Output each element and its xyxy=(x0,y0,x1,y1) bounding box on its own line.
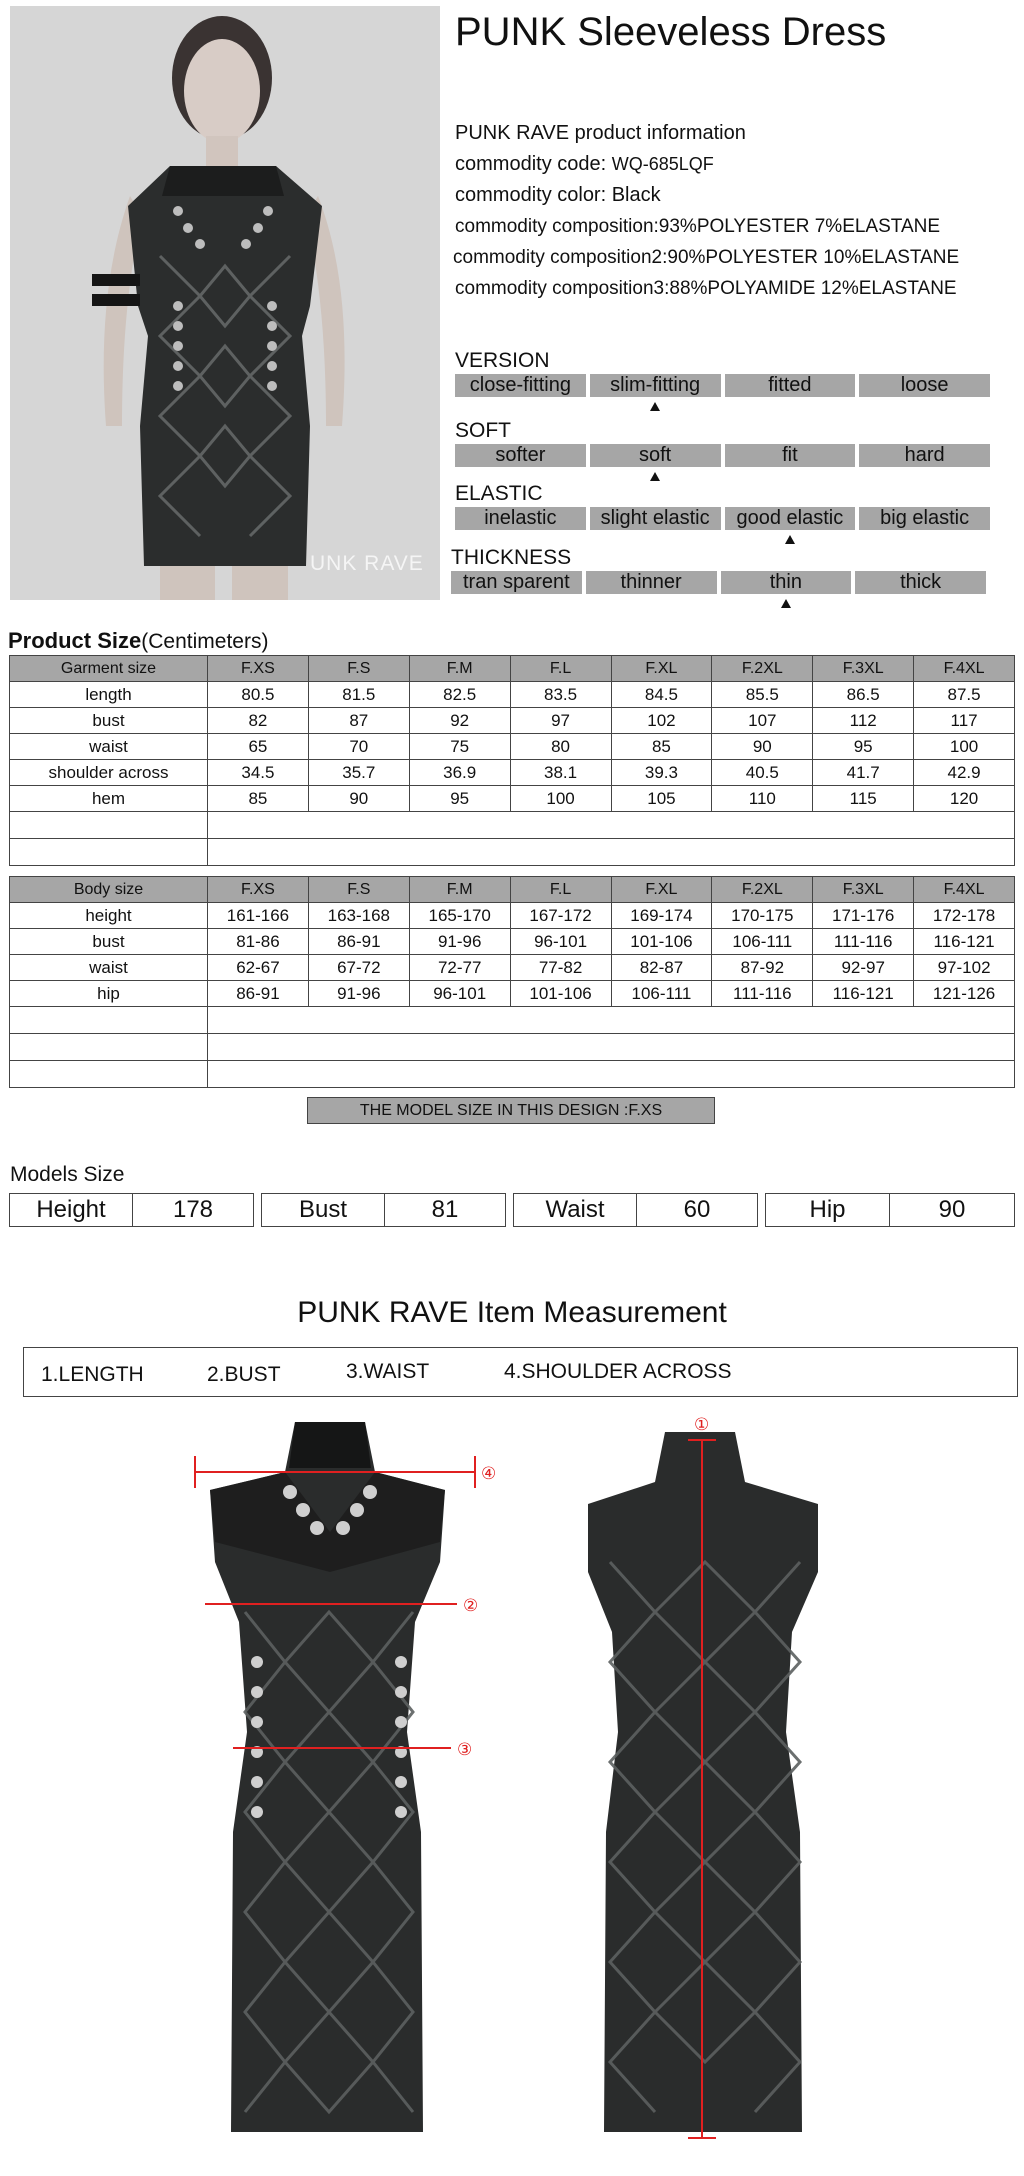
table-cell: 96-101 xyxy=(409,981,510,1007)
table-cell: 85 xyxy=(208,786,309,812)
table-row xyxy=(10,929,1015,955)
empty-cell xyxy=(10,1061,208,1088)
model-measure-value: 178 xyxy=(132,1194,253,1226)
size-header: F.L xyxy=(510,656,611,682)
attribute-label: SOFT xyxy=(455,419,511,442)
row-label: bust xyxy=(10,929,208,955)
table-cell: 121-126 xyxy=(914,981,1015,1007)
measurement-title: PUNK RAVE Item Measurement xyxy=(297,1296,727,1329)
table-cell: 170-175 xyxy=(712,903,813,929)
model-hip xyxy=(765,1193,1015,1227)
row-label: height xyxy=(10,903,208,929)
product-size-unit: (Centimeters) xyxy=(141,630,269,653)
composition-value-1: 93%POLYESTER 7%ELASTANE xyxy=(658,216,941,237)
row-label: shoulder across xyxy=(10,760,208,786)
marker-bust: ② xyxy=(463,1596,479,1616)
measurement-item: 2.BUST xyxy=(207,1363,281,1386)
model-measure-label: Bust xyxy=(298,1196,348,1223)
attribute-label: ELASTIC xyxy=(455,482,543,505)
size-header: F.4XL xyxy=(914,656,1015,682)
table-cell: 83.5 xyxy=(510,682,611,708)
attribute-version xyxy=(455,350,990,397)
table-cell: 80 xyxy=(510,734,611,760)
empty-cell xyxy=(10,839,208,866)
measurement-item: 3.WAIST xyxy=(346,1360,430,1383)
table-cell: 85 xyxy=(611,734,712,760)
model-waist xyxy=(513,1193,758,1227)
table-cell: 41.7 xyxy=(813,760,914,786)
table-cell: 100 xyxy=(914,734,1015,760)
composition-row-1 xyxy=(455,211,1024,242)
model-measure-value: 60 xyxy=(636,1194,757,1226)
table-cell: 39.3 xyxy=(611,760,712,786)
product-title: PUNK Sleeveless Dress xyxy=(455,10,887,54)
composition-label-2: commodity composition2: xyxy=(453,247,668,268)
table-cell: 106-111 xyxy=(611,981,712,1007)
empty-cell xyxy=(208,1061,1015,1088)
table-cell: 97-102 xyxy=(914,955,1015,981)
empty-row xyxy=(10,1061,1015,1088)
table-cell: 101-106 xyxy=(510,981,611,1007)
commodity-code: WQ-685LQF xyxy=(611,154,714,174)
table-cell: 40.5 xyxy=(712,760,813,786)
garment-size-table xyxy=(9,655,1015,866)
attribute-scale xyxy=(455,374,990,397)
table-cell: 67-72 xyxy=(308,955,409,981)
model-bust xyxy=(261,1193,506,1227)
table-header-label: Garment size xyxy=(10,656,208,682)
table-cell: 102 xyxy=(611,708,712,734)
table-cell: 91-96 xyxy=(308,981,409,1007)
scale-option-selected: slim-fitting xyxy=(590,374,721,397)
scale-option-selected: soft xyxy=(590,444,721,467)
table-cell: 95 xyxy=(409,786,510,812)
table-cell: 35.7 xyxy=(308,760,409,786)
table-row xyxy=(10,760,1015,786)
table-cell: 86.5 xyxy=(813,682,914,708)
scale-option: thick xyxy=(855,571,986,594)
table-cell: 82-87 xyxy=(611,955,712,981)
table-cell: 116-121 xyxy=(813,981,914,1007)
row-label: length xyxy=(10,682,208,708)
table-row xyxy=(10,903,1015,929)
empty-row xyxy=(10,839,1015,866)
scale-option: tran sparent xyxy=(451,571,582,594)
size-header: F.L xyxy=(510,877,611,903)
size-header: F.4XL xyxy=(914,877,1015,903)
model-measure-label: Height xyxy=(36,1196,106,1223)
table-cell: 116-121 xyxy=(914,929,1015,955)
measurement-list xyxy=(23,1347,1018,1397)
attribute-scale xyxy=(451,571,986,594)
attribute-label: THICKNESS xyxy=(451,546,572,569)
model-measure-value: 90 xyxy=(889,1194,1014,1226)
commodity-color-label: commodity color: xyxy=(455,184,607,206)
attribute-soft xyxy=(455,420,990,467)
size-header: F.2XL xyxy=(712,877,813,903)
table-cell: 97 xyxy=(510,708,611,734)
empty-row xyxy=(10,1034,1015,1061)
table-cell: 82.5 xyxy=(409,682,510,708)
table-cell: 75 xyxy=(409,734,510,760)
table-header-row xyxy=(10,656,1015,682)
table-cell: 117 xyxy=(914,708,1015,734)
table-cell: 111-116 xyxy=(712,981,813,1007)
table-row xyxy=(10,786,1015,812)
size-header: F.XL xyxy=(611,656,712,682)
commodity-code-label: commodity code: xyxy=(455,153,607,175)
row-label: waist xyxy=(10,955,208,981)
table-cell: 84.5 xyxy=(611,682,712,708)
table-cell: 107 xyxy=(712,708,813,734)
composition-label-1: commodity composition: xyxy=(455,216,659,237)
composition-row-3 xyxy=(455,273,1024,304)
table-cell: 120 xyxy=(914,786,1015,812)
scale-option: thinner xyxy=(586,571,717,594)
empty-cell xyxy=(208,1007,1015,1034)
empty-cell xyxy=(208,839,1015,866)
scale-option: softer xyxy=(455,444,586,467)
marker-shoulder: ④ xyxy=(481,1464,497,1484)
models-size xyxy=(9,1193,1015,1227)
commodity-color-row xyxy=(455,180,1024,211)
size-header: F.3XL xyxy=(813,656,914,682)
scale-option: fitted xyxy=(725,374,856,397)
model-height xyxy=(9,1193,254,1227)
row-label: hip xyxy=(10,981,208,1007)
table-cell: 105 xyxy=(611,786,712,812)
table-cell: 163-168 xyxy=(308,903,409,929)
table-cell: 92-97 xyxy=(813,955,914,981)
empty-row xyxy=(10,1007,1015,1034)
table-row xyxy=(10,955,1015,981)
table-cell: 172-178 xyxy=(914,903,1015,929)
table-cell: 42.9 xyxy=(914,760,1015,786)
model-illustration xyxy=(10,6,440,600)
size-header: F.XS xyxy=(208,877,309,903)
table-cell: 87 xyxy=(308,708,409,734)
composition-value-2: 90%POLYESTER 10%ELASTANE xyxy=(667,247,960,268)
composition-value-3: 88%POLYAMIDE 12%ELASTANE xyxy=(669,278,957,299)
table-cell: 115 xyxy=(813,786,914,812)
size-header: F.XS xyxy=(208,656,309,682)
table-cell: 161-166 xyxy=(208,903,309,929)
models-size-title: Models Size xyxy=(10,1163,125,1186)
body-size-table xyxy=(9,876,1015,1088)
size-header: F.2XL xyxy=(712,656,813,682)
scale-option: loose xyxy=(859,374,990,397)
attribute-elastic xyxy=(455,483,990,530)
info-heading: PUNK RAVE product information xyxy=(455,122,746,144)
table-cell: 90 xyxy=(308,786,409,812)
marker-length: ① xyxy=(694,1415,710,1435)
model-measure-value: 81 xyxy=(384,1194,505,1226)
attribute-label: VERSION xyxy=(455,349,550,372)
size-header: F.S xyxy=(308,877,409,903)
table-cell: 62-67 xyxy=(208,955,309,981)
table-cell: 91-96 xyxy=(409,929,510,955)
row-label: waist xyxy=(10,734,208,760)
table-cell: 85.5 xyxy=(712,682,813,708)
table-header-row xyxy=(10,877,1015,903)
table-cell: 165-170 xyxy=(409,903,510,929)
table-row xyxy=(10,708,1015,734)
table-cell: 87-92 xyxy=(712,955,813,981)
empty-cell xyxy=(208,812,1015,839)
table-cell: 112 xyxy=(813,708,914,734)
table-row xyxy=(10,682,1015,708)
product-photo xyxy=(10,6,440,600)
table-cell: 81.5 xyxy=(308,682,409,708)
scale-option: fit xyxy=(725,444,856,467)
table-cell: 86-91 xyxy=(208,981,309,1007)
empty-cell xyxy=(10,1007,208,1034)
table-cell: 36.9 xyxy=(409,760,510,786)
attribute-thickness xyxy=(451,547,986,594)
measurement-item: 1.LENGTH xyxy=(41,1363,144,1386)
table-cell: 87.5 xyxy=(914,682,1015,708)
table-cell: 111-116 xyxy=(813,929,914,955)
product-size-heading: Product Size xyxy=(8,628,142,653)
measurement-item: 4.SHOULDER ACROSS xyxy=(504,1360,732,1383)
model-size-note: THE MODEL SIZE IN THIS DESIGN :F.XS xyxy=(307,1097,715,1124)
empty-cell xyxy=(10,812,208,839)
photo-watermark: UNK RAVE xyxy=(310,552,424,575)
dress-back-diagram xyxy=(560,1412,860,2152)
scale-option: slight elastic xyxy=(590,507,721,530)
size-header: F.XL xyxy=(611,877,712,903)
model-measure-label: Waist xyxy=(545,1196,605,1223)
table-row xyxy=(10,981,1015,1007)
scale-option-selected: good elastic xyxy=(725,507,856,530)
table-cell: 86-91 xyxy=(308,929,409,955)
scale-option: hard xyxy=(859,444,990,467)
table-cell: 101-106 xyxy=(611,929,712,955)
size-header: F.M xyxy=(409,877,510,903)
scale-option: close-fitting xyxy=(455,374,586,397)
table-cell: 38.1 xyxy=(510,760,611,786)
table-cell: 169-174 xyxy=(611,903,712,929)
dress-front-diagram xyxy=(185,1412,515,2152)
row-label: bust xyxy=(10,708,208,734)
product-info xyxy=(455,118,1024,304)
table-cell: 167-172 xyxy=(510,903,611,929)
table-header-label: Body size xyxy=(10,877,208,903)
attribute-scale xyxy=(455,507,990,530)
table-cell: 77-82 xyxy=(510,955,611,981)
table-cell: 171-176 xyxy=(813,903,914,929)
size-header: F.M xyxy=(409,656,510,682)
scale-option: big elastic xyxy=(859,507,990,530)
row-label: hem xyxy=(10,786,208,812)
table-cell: 34.5 xyxy=(208,760,309,786)
size-header: F.S xyxy=(308,656,409,682)
model-measure-label: Hip xyxy=(809,1196,846,1223)
table-cell: 95 xyxy=(813,734,914,760)
attribute-scale xyxy=(455,444,990,467)
scale-option: inelastic xyxy=(455,507,586,530)
table-cell: 92 xyxy=(409,708,510,734)
table-cell: 90 xyxy=(712,734,813,760)
marker-waist: ③ xyxy=(457,1740,473,1760)
table-cell: 106-111 xyxy=(712,929,813,955)
table-cell: 100 xyxy=(510,786,611,812)
size-header: F.3XL xyxy=(813,877,914,903)
commodity-color: Black xyxy=(611,184,661,206)
table-cell: 80.5 xyxy=(208,682,309,708)
product-size-title xyxy=(8,628,268,654)
table-cell: 110 xyxy=(712,786,813,812)
scale-option-selected: thin xyxy=(721,571,852,594)
table-cell: 65 xyxy=(208,734,309,760)
composition-label-3: commodity composition3: xyxy=(455,278,670,299)
empty-cell xyxy=(208,1034,1015,1061)
table-cell: 72-77 xyxy=(409,955,510,981)
table-row xyxy=(10,734,1015,760)
table-cell: 82 xyxy=(208,708,309,734)
table-cell: 70 xyxy=(308,734,409,760)
composition-row-2 xyxy=(453,242,1024,273)
empty-cell xyxy=(10,1034,208,1061)
table-cell: 81-86 xyxy=(208,929,309,955)
empty-row xyxy=(10,812,1015,839)
commodity-code-row xyxy=(455,149,1024,180)
table-cell: 96-101 xyxy=(510,929,611,955)
